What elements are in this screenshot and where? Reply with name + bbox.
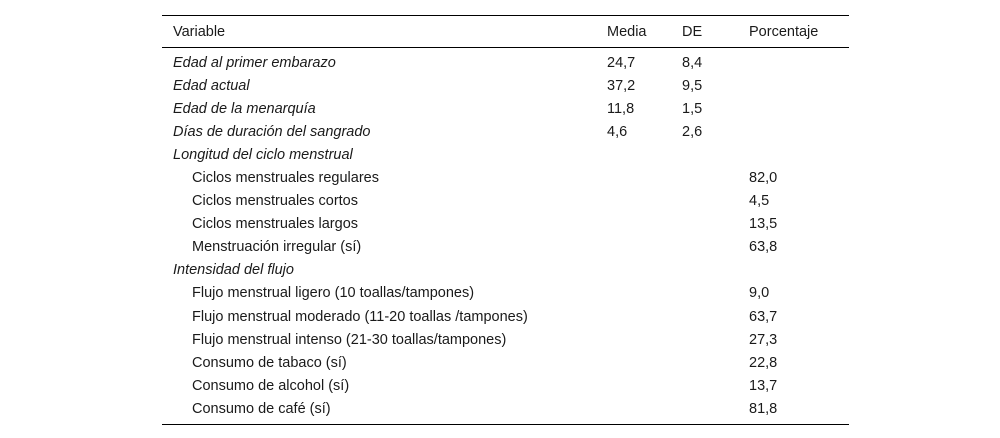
row-de [682, 397, 749, 424]
row-porcentaje: 63,7 [749, 308, 778, 325]
table-row [162, 328, 849, 351]
row-media [607, 374, 682, 397]
row-porcentaje [749, 48, 849, 75]
row-media: 24,7 [607, 54, 636, 71]
row-label: Días de duración del sangrado [173, 123, 371, 140]
row-porcentaje [749, 120, 849, 143]
row-label: Intensidad del flujo [173, 262, 294, 279]
row-de [682, 282, 749, 305]
row-porcentaje [749, 143, 849, 166]
row-de [682, 213, 749, 236]
row-media [607, 236, 682, 259]
row-de [682, 190, 749, 213]
header-porcentaje: Porcentaje [749, 23, 819, 40]
table-row [162, 351, 849, 374]
row-media [607, 143, 682, 166]
header-de: DE [682, 23, 703, 40]
row-label: Longitud del ciclo menstrual [173, 146, 353, 163]
row-label: Consumo de café (sí) [192, 400, 331, 417]
row-media [607, 305, 682, 328]
row-de [682, 166, 749, 189]
row-porcentaje: 22,8 [749, 354, 778, 371]
table-row [162, 166, 849, 189]
row-label: Ciclos menstruales largos [192, 216, 359, 233]
table-row [162, 282, 849, 305]
row-media [607, 282, 682, 305]
row-de: 9,5 [682, 77, 703, 94]
row-label: Flujo menstrual ligero (10 toallas/tampones) [192, 285, 475, 302]
row-label: Flujo menstrual moderado (11-20 toallas /tampones) [192, 308, 528, 325]
table-row [162, 74, 849, 97]
table-row [162, 190, 849, 213]
row-de [682, 236, 749, 259]
row-media: 4,6 [607, 123, 628, 140]
row-label: Edad de la menarquía [173, 100, 316, 117]
table-row [162, 213, 849, 236]
row-porcentaje: 63,8 [749, 239, 778, 256]
row-de: 8,4 [682, 54, 703, 71]
row-porcentaje [749, 259, 849, 282]
row-de [682, 259, 749, 282]
row-porcentaje: 9,0 [749, 285, 770, 302]
row-de [682, 305, 749, 328]
data-table [162, 15, 849, 425]
table-row [162, 236, 849, 259]
header-media: Media [607, 23, 647, 40]
row-de: 1,5 [682, 100, 703, 117]
row-media [607, 397, 682, 424]
row-media [607, 351, 682, 374]
row-media [607, 190, 682, 213]
row-de [682, 351, 749, 374]
table-row [162, 120, 849, 143]
table-header [162, 16, 849, 48]
header-row [162, 16, 849, 48]
row-media [607, 166, 682, 189]
data-table-container [162, 15, 838, 425]
row-label: Flujo menstrual intenso (21-30 toallas/tampones) [192, 331, 507, 348]
row-media: 37,2 [607, 77, 636, 94]
table-row [162, 305, 849, 328]
row-de [682, 374, 749, 397]
row-porcentaje: 82,0 [749, 170, 778, 187]
row-porcentaje: 13,7 [749, 377, 778, 394]
row-label: Consumo de tabaco (sí) [192, 354, 347, 371]
table-row [162, 374, 849, 397]
row-label: Ciclos menstruales regulares [192, 170, 379, 187]
row-media: 11,8 [607, 100, 635, 117]
row-porcentaje [749, 97, 849, 120]
row-label: Menstruación irregular (sí) [192, 239, 362, 256]
row-porcentaje: 4,5 [749, 193, 770, 210]
table-row [162, 143, 849, 166]
row-de [682, 328, 749, 351]
row-de: 2,6 [682, 123, 703, 140]
row-media [607, 259, 682, 282]
row-porcentaje: 81,8 [749, 400, 778, 417]
row-porcentaje: 13,5 [749, 216, 778, 233]
row-de [682, 143, 749, 166]
table-row [162, 259, 849, 282]
row-porcentaje [749, 74, 849, 97]
row-media [607, 213, 682, 236]
table-body [162, 48, 849, 425]
row-porcentaje: 27,3 [749, 331, 778, 348]
header-variable: Variable [173, 23, 226, 40]
table-row [162, 48, 849, 75]
row-label: Edad actual [173, 77, 250, 94]
table-row [162, 397, 849, 424]
table-row [162, 97, 849, 120]
row-media [607, 328, 682, 351]
row-label: Ciclos menstruales cortos [192, 193, 358, 210]
row-label: Edad al primer embarazo [173, 54, 336, 71]
row-label: Consumo de alcohol (sí) [192, 377, 350, 394]
